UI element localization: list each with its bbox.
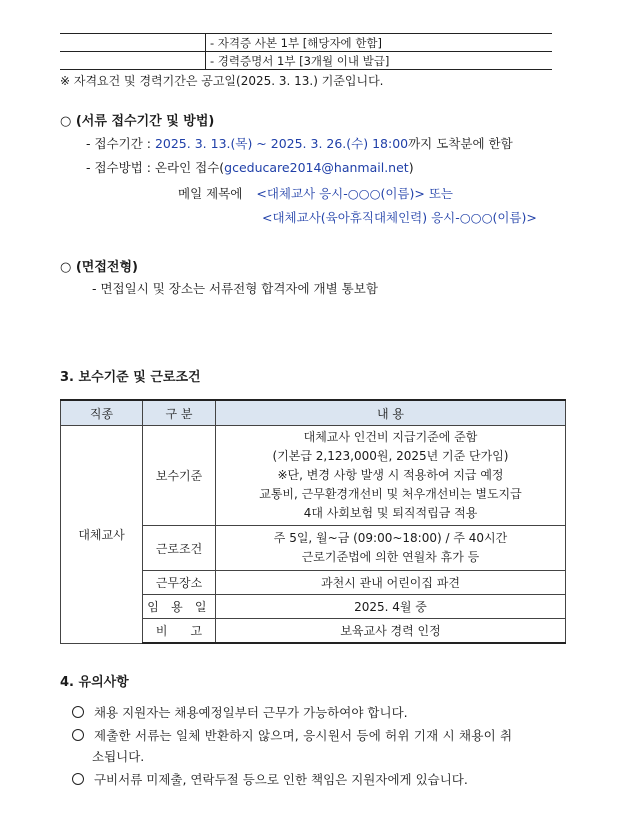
header-job: 직종 <box>61 400 143 426</box>
notice-item-2 <box>72 726 512 744</box>
qualification-note: ※ 자격요건 및 경력기간은 공고일(2025. 3. 13.) 기준입니다. <box>60 74 384 88</box>
mail-subject-or: 또는 <box>424 186 453 201</box>
mail-subject-line-1 <box>178 184 453 202</box>
pay-line-1: 대체교사 인건비 지급기준에 준함 <box>303 430 478 444</box>
table-row <box>61 426 566 526</box>
application-method <box>86 158 414 176</box>
pay-line-5: 4대 사회보험 및 퇴직적립금 적용 <box>303 506 478 520</box>
row-content-pay <box>216 426 566 526</box>
section-3-title: 3. 보수기준 및 근로조건 <box>60 370 201 385</box>
interview-text: - 면접일시 및 장소는 서류전형 합격자에 개별 통보함 <box>92 281 378 296</box>
row-label-location: 근무장소 <box>143 571 216 595</box>
notice-item-2-text: 제출한 서류는 일체 반환하지 않으며, 응시원서 등에 허위 기재 시 채용이 취 <box>93 728 513 743</box>
notice-item-1-text: 채용 지원자는 채용예정일부터 근무가 가능하여야 합니다. <box>93 705 408 720</box>
mail-subject-label: 메일 제목에 <box>178 186 243 201</box>
pay-line-2: (기본급 2,123,000원, 2025년 기준 단가임) <box>272 449 509 463</box>
top-table-fragment <box>60 33 552 69</box>
row-label-working: 근로조건 <box>143 526 216 571</box>
circle-bullet-icon <box>72 706 84 718</box>
table-header-row <box>61 400 566 426</box>
row-label-remarks: 비 고 <box>143 619 216 644</box>
row-label-pay: 보수기준 <box>143 426 216 526</box>
application-period-value: 2025. 3. 13.(목) ~ 2025. 3. 26.(수) 18:00 <box>154 136 409 151</box>
notice-item-3 <box>72 770 468 788</box>
circle-bullet-icon <box>72 729 84 741</box>
circle-bullet-icon <box>72 773 84 785</box>
job-cell: 대체교사 <box>61 426 143 644</box>
notice-item-2-continued: 소됩니다. <box>92 749 145 764</box>
application-period <box>86 134 513 152</box>
application-email[interactable]: gceducare2014@hanmail.net <box>224 160 409 175</box>
mail-subject-option-2: <대체교사(육아휴직대체인력) 응시-○○○(이름)> <box>262 210 537 225</box>
interview-heading: ○ (면접전형) <box>60 260 138 275</box>
top-table-row-2: - 경력증명서 1부 [3개월 이내 발급] <box>210 54 390 68</box>
row-label-start-date: 임 용 일 <box>143 595 216 619</box>
row-content-start-date: 2025. 4월 중 <box>216 595 566 619</box>
row-content-working <box>216 526 566 571</box>
application-period-suffix: 까지 도착분에 한함 <box>408 136 513 151</box>
header-content: 내 용 <box>216 400 566 426</box>
application-period-label: - 접수기간 : <box>86 136 155 151</box>
row-content-location: 과천시 관내 어린이집 파견 <box>216 571 566 595</box>
row-content-remarks: 보육교사 경력 인정 <box>216 619 566 644</box>
section-4-title: 4. 유의사항 <box>60 675 129 690</box>
pay-line-4: 교통비, 근무환경개선비 및 처우개선비는 별도지급 <box>259 487 522 501</box>
pay-line-3: ※단, 변경 사항 발생 시 적용하여 지급 예정 <box>277 468 504 482</box>
notice-item-3-text: 구비서류 미제출, 연락두절 등으로 인한 책임은 지원자에게 있습니다. <box>93 772 468 787</box>
doc-screening-heading: ○ (서류 접수기간 및 방법) <box>60 114 215 129</box>
working-line-1: 주 5일, 월~금 (09:00~18:00) / 주 40시간 <box>273 531 508 545</box>
pay-conditions-table <box>60 399 566 644</box>
header-category: 구 분 <box>143 400 216 426</box>
notice-item-1 <box>72 703 408 721</box>
application-method-suffix: ) <box>408 160 414 175</box>
application-method-label: - 접수방법 : 온라인 접수( <box>86 160 225 175</box>
mail-subject-option-1: <대체교사 응시-○○○(이름)> <box>256 186 425 201</box>
top-table-row-1: - 자격증 사본 1부 [해당자에 한함] <box>210 36 383 50</box>
working-line-2: 근로기준법에 의한 연월차 휴가 등 <box>301 550 480 564</box>
